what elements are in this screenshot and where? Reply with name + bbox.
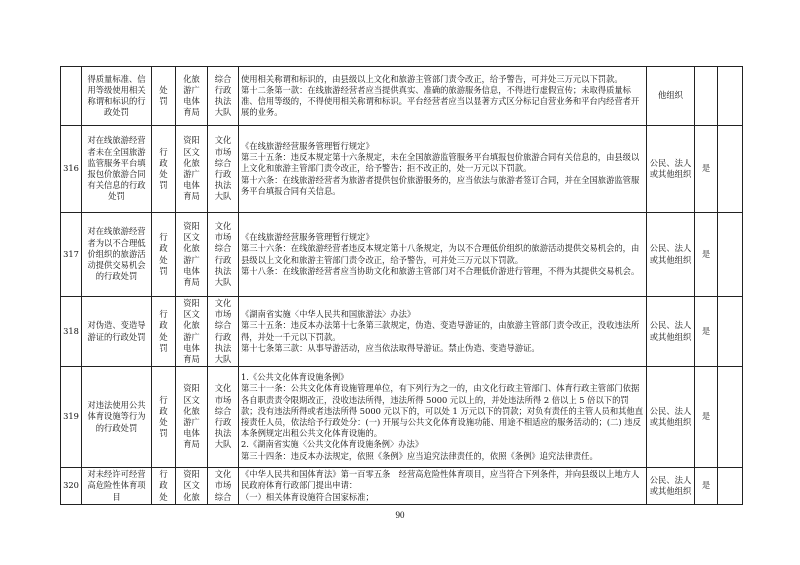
enforcement-unit [208,126,239,213]
remarks-cell [718,213,743,297]
regulation-table [60,66,743,505]
applicable-flag: 是 [695,367,718,468]
applicable-flag: 是 [695,126,718,213]
responsible-department-text: 资阳区文化旅游广电体育局 [183,135,200,202]
remarks-cell [718,126,743,213]
row-number [61,67,82,126]
table-row [61,126,743,213]
legal-basis-paragraph: 第三十六条：在线旅游经营者违反本规定第十八条规定，为以不合理低价组织的旅游活动提供交易机会的，由县级以上文化和旅游主管部门责令改正，给予警告，可并处三万元以下罚款。 [241,243,640,265]
responsible-department [176,468,208,505]
target-subject: 公民、法人或其他组织 [647,468,695,505]
item-type-text: 处罚 [159,84,168,106]
item-type [152,297,176,367]
legal-basis-paragraph: 第三十一条：公共文化体育设施管理单位，有下列行为之一的，由文化行政主管部门、体育行政主管部门依据各自职责责令限期改正，没收违法所得，违法所得 5000 元以上的，并处违法所得 2 倍以上 5 倍以下的罚款；没有违法所得或者违法所得 5000 元以下的，可以处 1 万元以下的罚款；对负有责任的主管人员和其他直接责任人员，依法给予行政处分：(一) 开展与公共文化体育设施功能、用途不相适应的服务活动的；(二) 违反本条例规定出租公共文化体育设施的。 [241,383,644,439]
enforcement-unit-text: 文化市场综合行政执法大队 [214,297,232,364]
item-name: 对伪造、变造导游证的行政处罚 [82,297,152,367]
row-number: 319 [61,367,82,468]
item-type [152,126,176,213]
applicable-flag: 是 [695,297,718,367]
enforcement-unit [208,67,239,126]
legal-basis-paragraph: 《湖南省实施〈中华人民共和国旅游法〉办法》 [241,309,416,320]
table-row [61,297,743,367]
target-subject: 公民、法人或其他组织 [647,297,695,367]
applicable-flag: 是 [695,213,718,297]
legal-basis [239,468,647,505]
enforcement-unit [208,468,239,505]
responsible-department [176,126,208,213]
applicable-flag [695,67,718,126]
target-subject: 公民、法人或其他组织 [647,126,695,213]
legal-basis [239,213,647,297]
enforcement-unit [208,213,239,297]
item-type [152,367,176,468]
legal-basis [239,126,647,213]
responsible-department [176,367,208,468]
target-subject: 他组织 [647,67,695,126]
table-row [61,213,743,297]
legal-basis-paragraph: 第十七条第三款：从事导游活动，应当依法取得导游证。禁止伪造、变造导游证。 [241,342,540,353]
legal-basis-paragraph: 使用相关称谓和标识的，由县级以上文化和旅游主管部门责令改正，给予警告，可并处三万元以下罚款。 [241,73,623,84]
row-number: 317 [61,213,82,297]
responsible-department [176,213,208,297]
item-type-text: 行政处罚 [159,232,168,276]
table-row [61,67,743,126]
legal-basis [239,297,647,367]
responsible-department-text: 资阳区文化旅游广电体育局 [183,297,200,364]
legal-basis-paragraph: （一）相关体育设施符合国家标准； [241,491,374,502]
applicable-flag: 是 [695,468,718,505]
enforcement-unit [208,367,239,468]
legal-basis [239,367,647,468]
item-type [152,213,176,297]
legal-basis-paragraph: 《在线旅游经营服务管理暂行规定》 [241,140,374,151]
legal-basis-paragraph: 2.《湖南省实施〈公共文化体育设施条例〉办法》 [241,439,424,450]
item-name: 对在线旅游经营者未在全国旅游监管服务平台填报包价旅游合同有关信息的行政处罚 [82,126,152,213]
remarks-cell [718,468,743,505]
row-number: 318 [61,297,82,367]
enforcement-unit-text: 文化市场综合行政执法大队 [214,383,232,450]
page-number: 90 [395,510,405,520]
enforcement-unit-text: 文化市场综合行政执法大队 [214,220,232,287]
table-row [61,468,743,505]
enforcement-unit-text: 文化市场综合行政执法大队 [214,135,232,202]
target-subject: 公民、法人或其他组织 [647,213,695,297]
item-name: 对违法使用公共体育设施等行为的行政处罚 [82,367,152,468]
item-type-text: 行政处罚 [159,394,168,439]
legal-basis-paragraph: 第十六条：在线旅游经营者为旅游者提供包价旅游服务的，应当依法与旅游者签订合同，并在全国旅游监管服务平台填报合同有关信息。 [241,174,640,196]
table-row [61,367,743,468]
remarks-cell [718,367,743,468]
item-name: 对未经许可经营高危险性体育项目 [82,468,152,505]
target-subject: 公民、法人或其他组织 [647,367,695,468]
enforcement-unit-text: 综合行政执法大队 [214,73,232,118]
legal-basis-paragraph: 第十二条第一款：在线旅游经营者应当提供真实、准确的旅游服务信息，不得进行虚假宣传；未取得质量标准、信用等级的，不得使用相关称谓和标识。平台经营者应当以显著方式区分标记自营业务和平台内经营者开展的业务。 [241,84,640,118]
legal-basis-paragraph: 《在线旅游经营服务管理暂行规定》 [241,232,374,243]
responsible-department [176,297,208,367]
remarks-cell [718,67,743,126]
legal-basis [239,67,647,126]
row-number: 320 [61,468,82,505]
responsible-department-text: 资阳区文化旅 [183,469,200,502]
legal-basis-paragraph: 第三十四条：违反本办法规定，依照《条例》应当追究法律责任的，依照《条例》追究法律责任。 [241,450,598,461]
item-type-text: 行政处罚 [159,146,168,191]
item-name: 对在线旅游经营者为以不合理低价组织的旅游活动提供交易机会的行政处罚 [82,213,152,297]
item-name: 得质量标准、信用等级使用相关称谓和标识的行政处罚 [82,67,152,126]
legal-basis-paragraph: 《中华人民共和国体育法》第一百零五条 经营高危险性体育项目，应当符合下列条件，并向县级以上地方人民政府体育行政部门提出申请： [241,469,640,491]
item-type [152,468,176,505]
legal-basis-paragraph: 第三十五条：违反本办法第十七条第三款规定，伪造、变造导游证的，由旅游主管部门责令改正，没收违法所得，并处一千元以下罚款。 [241,320,640,342]
remarks-cell [718,297,743,367]
legal-basis-paragraph: 第三十五条：违反本规定第十六条规定，未在全国旅游监管服务平台填报包价旅游合同有关信息的，由县级以上文化和旅游主管部门责令改正，给予警告；拒不改正的，处一万元以下罚款。 [241,152,640,174]
responsible-department [176,67,208,126]
item-type-text: 行政处 [159,469,168,502]
row-number: 316 [61,126,82,213]
legal-basis-paragraph: 1.《公共文化体育设施条例》 [241,372,349,383]
item-type [152,67,176,126]
responsible-department-text: 资阳区文化旅游广电体育局 [183,383,200,450]
responsible-department-text: 资阳区文化旅游广电体育局 [183,220,200,287]
item-type-text: 行政处罚 [159,309,168,353]
legal-basis-paragraph: 第十八条：在线旅游经营者应当协助文化和旅游主管部门对不合理低价游进行管理，不得为其提供交易机会。 [241,265,640,276]
enforcement-unit-text: 文化市场综合 [214,469,232,502]
enforcement-unit [208,297,239,367]
responsible-department-text: 化旅游广电体育局 [183,73,200,118]
